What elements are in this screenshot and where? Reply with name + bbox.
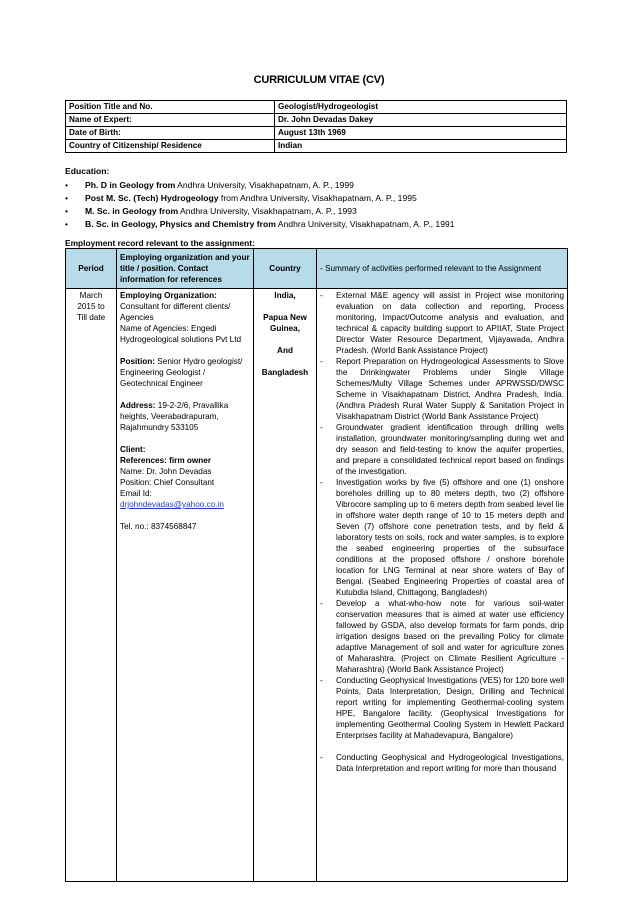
bullet-icon: •: [65, 180, 69, 190]
period-line: Till date: [76, 313, 106, 322]
employment-heading: Employment record relevant to the assignment:: [65, 238, 255, 248]
activities-cell: [317, 289, 568, 882]
degree-name: Post M. Sc. (Tech) Hydrogeology: [85, 193, 219, 203]
org-line1: Consultant for different clients/ Agencies: [120, 302, 231, 322]
position-block: [120, 356, 250, 389]
info-value: Dr. John Devadas Dakey: [275, 114, 567, 127]
education-item: [65, 179, 585, 192]
education-heading: Education:: [65, 166, 110, 176]
country-line: Papua New Guinea,: [263, 313, 307, 333]
activity-item: [320, 356, 564, 422]
dash-marker: -: [320, 753, 323, 762]
info-key: Position Title and No.: [66, 101, 275, 114]
personal-info-table: [65, 100, 567, 153]
period-line: 2015 to: [77, 302, 105, 311]
activities-list: [320, 290, 564, 774]
degree-institution: Andhra University, Visakhapatnam, A. P., 1993: [178, 206, 357, 216]
reference-name: Name: Dr. John Devadas: [120, 467, 212, 476]
degree-institution: Andhra University, Visakhapatnam, A. P., 1991: [275, 219, 455, 229]
info-row: [66, 101, 567, 114]
degree-name: Ph. D in Geology from: [85, 180, 176, 190]
activity-item: [320, 477, 564, 598]
position-label: Position:: [120, 357, 156, 366]
dash-marker: -: [320, 291, 323, 300]
telephone: Tel. no.: 8374568847: [120, 522, 197, 531]
info-key: Date of Birth:: [66, 127, 275, 140]
activity-item: [320, 675, 564, 741]
dash-marker: -: [320, 423, 323, 432]
education-list: [65, 179, 585, 231]
activity-text: Conducting Geophysical Investigations (VES) for 120 bore well Points, Data Interpretation, Design, Drilling and Technical report writing for implementing Geothermal-cooling system HPE, Bangalore facility. (Geophysical Investigations for implementing Geothermal Cooling System in Hewlett Packard Enterprises facility at Mahadevapura, Bangalore): [336, 676, 565, 740]
activity-text: Develop a what-who-how note for various soil-water conservation measures that is aimed at water use efficiency fallowed by GSDA, also develop formats for farm ponds, drip irrigation designs based on the prevailing Policy for climate adaptive Management of soil and water for agriculture zones of Maharashtra. (Project on Climate Resilient Agriculture - Maharashtra) (World Bank Assistance Project): [336, 599, 564, 674]
organization-cell: [117, 289, 254, 882]
info-key: Name of Expert:: [66, 114, 275, 127]
degree-name: B. Sc. in Geology, Physics and Chemistry from: [85, 219, 276, 229]
dash-marker: -: [320, 357, 323, 366]
header-organization: Employing organization and your title / position. Contact information for references: [117, 249, 254, 289]
activity-item: [320, 752, 564, 774]
dash-marker: -: [320, 478, 323, 487]
activity-text: Groundwater gradient identification through drilling wells installation, groundwater monitoring/sampling during wet and dry season and field-testing to know the aquifer properties, and prepare a consolidated technical report based on findings of the investigation.: [336, 423, 564, 476]
org-agency: Name of Agencies: Engedi Hydrogeological solutions Pvt Ltd: [120, 324, 242, 344]
header-period: Period: [66, 249, 117, 289]
activity-item: [320, 598, 564, 675]
address-block: [120, 400, 250, 433]
activity-item: [320, 422, 564, 477]
info-value: August 13th 1969: [275, 127, 567, 140]
info-row: [66, 114, 567, 127]
info-value: Indian: [275, 140, 567, 153]
activity-text: Investigation works by five (5) offshore and one (1) onshore boreholes drilling up to 80 meters depth, two (2) offshore Vibrocore sampling up to 6 meters depth from seabed level lie in offshore water depth range of 10 to 15 meters depth and Seven (7) offshore cone penetration tests, and by field & laboratory tests on soils, rock and water samples, is to explore the seabed engineering properties of the subsurface conditions at the proposed offshore / onshore borehole location for LNG Terminal at near shore waters of Bay of Bengal. (Seabed Engineering Properties of coastal area of Kutubdia Island, Chittagong, Bangladesh): [336, 478, 564, 597]
employment-header-row: [66, 249, 568, 289]
activity-text: Report Preparation on Hydrogeological Assessments to Slove the Drinkingwater Problems under Single Village Schemes/Multy Village Schemes under APRWSSD/DWSC Scheme in Visakhapatnam District, Andhra Pradesh, India. (Andhra Pradesh Rural Water Supply & Sanitation Project in Visakhapatnam District (World Bank Assistance Project): [336, 357, 564, 421]
bullet-icon: •: [65, 193, 69, 203]
dash-marker: -: [320, 599, 323, 608]
activity-item: [320, 290, 564, 356]
activity-text: Conducting Geophysical and Hydrogeological Investigations, Data Interpretation and report writing for more than thousand: [336, 753, 564, 773]
degree-institution: Andhra University, Visakhapatnam, A. P., 1999: [175, 180, 354, 190]
period-cell: [66, 289, 117, 882]
document-title: CURRICULUM VITAE (CV): [253, 74, 385, 86]
header-summary: - Summary of activities performed relevant to the Assignment: [317, 249, 568, 289]
period-line: March: [79, 291, 103, 300]
info-row: [66, 140, 567, 153]
education-item: [65, 205, 585, 218]
employment-table: [65, 248, 568, 882]
reference-position: Position: Chief Consultant: [120, 478, 215, 487]
email-label: Email Id:: [120, 489, 152, 498]
header-country: Country: [254, 249, 317, 289]
degree-name: M. Sc. in Geology from: [85, 206, 179, 216]
activity-text: External M&E agency will assist in Project wise monitoring evaluation on data collection and reporting, Process monitoring, Impact/Outcome analysis and evaluation, and technical & capacity building support to APIIAT, State Project Director Water Resource Department, Vijayawada, Andhra Pradesh. (World Bank Assistance Project): [336, 291, 564, 355]
country-line: India,: [274, 291, 296, 300]
bullet-icon: •: [65, 219, 69, 229]
country-line: Bangladesh: [261, 368, 309, 377]
bullet-icon: •: [65, 206, 69, 216]
client-label: Client:: [120, 445, 146, 454]
country-cell: [254, 289, 317, 882]
info-value: Geologist/Hydrogeologist: [275, 101, 567, 114]
info-row: [66, 127, 567, 140]
position-value: Senior Hydro geologist/ Engineering Geologist / Geotechnical Engineer: [120, 357, 243, 388]
employing-org-label: Employing Organization:: [120, 291, 217, 300]
degree-institution: from Andhra University, Visakhapatnam, A. P., 1995: [218, 193, 417, 203]
email-link[interactable]: drjohndevadas@yahoo.co.in: [120, 500, 224, 509]
info-key: Country of Citizenship/ Residence: [66, 140, 275, 153]
employment-row: [66, 289, 568, 882]
address-value: 19-2-2/6, Pravallika heights, Veerabadrapuram, Rajahmundry 533105: [120, 401, 229, 432]
education-item: [65, 192, 585, 205]
dash-marker: -: [320, 676, 323, 685]
references-label: References: firm owner: [120, 456, 212, 465]
education-item: [65, 218, 585, 231]
address-label: Address:: [120, 401, 156, 410]
country-line: And: [277, 346, 293, 355]
